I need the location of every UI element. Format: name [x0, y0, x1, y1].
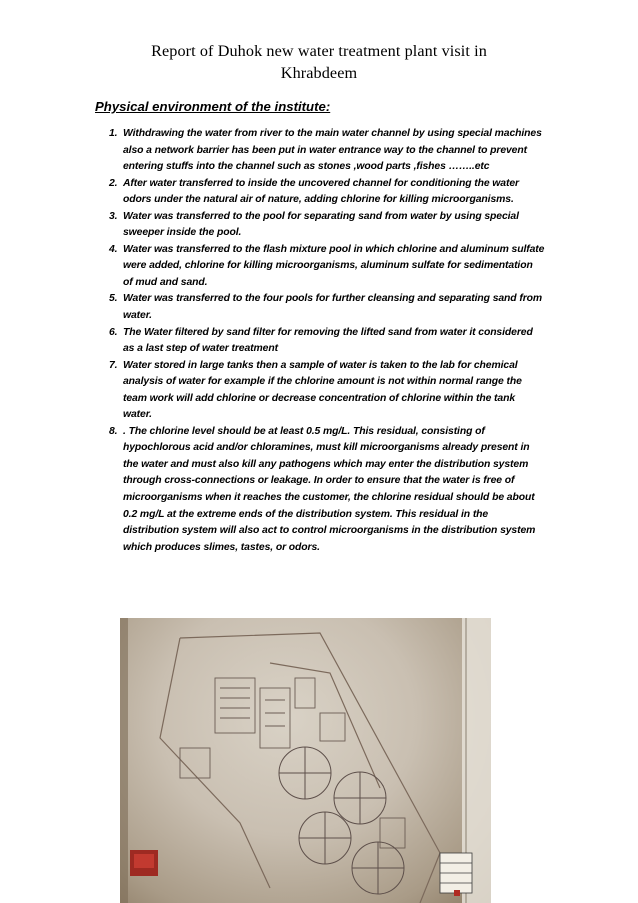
- list-item-number: 3.: [109, 210, 118, 222]
- list-item: [97, 291, 545, 324]
- list-item: [97, 325, 545, 358]
- list-item-number: 8.: [109, 425, 118, 437]
- list-item-text: Water was transferred to the four pools for further cleansing and separating sand from water.: [123, 293, 543, 322]
- list-item-text: After water transferred to inside the uncovered channel for conditioning the water odors under the natural air of nature, adding chlorine for killing microorganisms.: [123, 177, 519, 206]
- list-item: [97, 242, 545, 292]
- list-item-number: 1.: [109, 128, 118, 139]
- report-title: [95, 40, 543, 84]
- list-item-number: 6.: [109, 326, 118, 338]
- list-item-number: 4.: [109, 243, 118, 255]
- list-item: [97, 126, 545, 176]
- list-item: [97, 424, 545, 556]
- list-item-text: Water was transferred to the flash mixture pool in which chlorine and aluminum sulfate were added, chlorine for killing microorganisms, aluminum sulfate for sedimentation of mud and sand.: [123, 243, 545, 288]
- plant-layout-drawing: [120, 618, 491, 903]
- plant-layout-photo: [120, 618, 491, 903]
- section-heading: Physical environment of the institute:: [95, 99, 331, 114]
- list-item-number: 5.: [109, 293, 118, 305]
- list-item: [97, 176, 545, 209]
- treatment-steps-list: [97, 126, 545, 556]
- list-item-number: 2.: [109, 177, 118, 189]
- list-item-text: Water was transferred to the pool for separating sand from water by using special sweeper inside the pool.: [123, 210, 519, 239]
- list-item-number: 7.: [109, 359, 118, 371]
- list-item-text: The Water filtered by sand filter for removing the lifted sand from water it considered as a last step of water treatment: [123, 326, 533, 355]
- list-item-text: Water stored in large tanks then a sample of water is taken to the lab for chemical analysis of water for example if the chlorine amount is not within normal range the team work will add chlorine or decrease concentration of chlorine within the tank water.: [123, 359, 522, 421]
- list-item-text: . The chlorine level should be at least 0.5 mg/L. This residual, consisting of hypochlorous acid and/or chloramines, must kill microorganisms already present in the water and must also kill any pathogens which may enter the distribution system through cross-connections or leakage. In order to ensure that the water is free of microorganisms when it reaches the customer, the chlorine residual should be about 0.2 mg/L at the extreme ends of the distribution system. This residual in the distribution system will also act to control microorganisms in the distribution system which produces slimes, tastes, or odors.: [123, 425, 536, 553]
- list-item: [97, 358, 545, 424]
- list-item: [97, 209, 545, 242]
- report-title-line-2: Khrabdeem: [280, 64, 358, 82]
- list-item-text: Withdrawing the water from river to the main water channel by using special machines also a network barrier has been put in water entrance way to the channel to prevent entering stuffs into the channel such as stones ,wood parts ,fishes ……..etc: [123, 128, 542, 173]
- report-title-line-1: Report of Duhok new water treatment plant visit in: [151, 42, 487, 60]
